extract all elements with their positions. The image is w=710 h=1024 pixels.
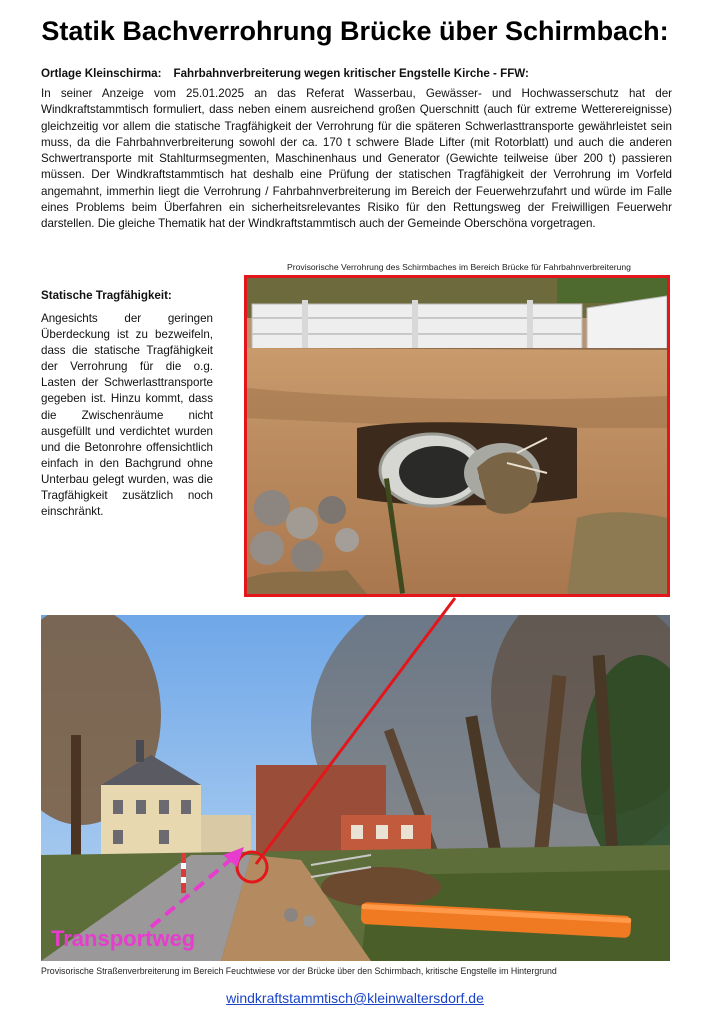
transport-route-label: Transportweg	[51, 926, 196, 951]
street-photo	[41, 615, 670, 961]
section-heading-statics: Statische Tragfähigkeit:	[41, 289, 172, 302]
email-link[interactable]: windkraftstammtisch@kleinwaltersdorf.de	[226, 990, 484, 1006]
photo-caption-bottom: Provisorische Straßenverbreiterung im Bereich Feuchtwiese vor der Brücke über den Schirmbach, kritische Engstelle im Hintergrund	[41, 966, 557, 976]
photo-caption-top: Provisorische Verrohrung des Schirmbaches im Bereich Brücke für Fahrbahnverbreiterung	[287, 262, 631, 272]
culvert-photo	[244, 275, 670, 597]
page-title: Statik Bachverrohrung Brücke über Schirmbach:	[41, 16, 669, 46]
subtitle-location: Ortlage Kleinschirma:	[41, 67, 162, 80]
section-text-statics: Angesichts der geringen Überdeckung ist zu bezweifeln, dass die statische Tragfähigkeit der Verrohrung für die o.g. Lasten der Schwerlasttransporte gegeben ist. Hinzu kommt, dass die Zwischenräume nicht ausgefüllt und verdichtet wurden und die Betonrohre offensichtlich einfach in den Bachgrund ohne Unterbau gelegt wurden, was die Tragfähigkeit zusätzlich noch einschränkt.	[41, 312, 213, 519]
subtitle-topic: Fahrbahnverbreiterung wegen kritischer Engstelle Kirche - FFW:	[173, 67, 529, 80]
subtitle	[41, 67, 681, 80]
intro-paragraph: In seiner Anzeige vom 25.01.2025 an das Referat Wasserbau, Gewässer- und Hochwasserschutz hat der Windkraftstammtisch formuliert, dass neben einem ausreichend großen Querschnitt (auch für extreme Wetterereignisse) gleichzeitig vor allem die statische Tragfähigkeit der Verrohrung für die späteren Schwerlasttransporte gewährleistet sein muss, da die Fahrbahnverbreiterung sowohl der ca. 170 t schwere Blade Lifter (mit Rotorblatt) und auch die anderen Schwertransporte mit Stahlturmsegmenten, Maschinenhaus und Generator (Gewichte teilweise über 200 t) passieren müssen. Der Windkraftstammtisch hat deshalb eine Prüfung der statischen Tragfähigkeit der Verrohrung im Vorfeld angemahnt, immerhin liegt die Verrohrung / Fahrbahnverbreiterung im Bereich der Feuerwehrzufahrt und würde im Falle eines Problems beim Überfahren ein sicherheitsrelevantes Risiko für den Rettungsweg der Freiwilligen Feuerwehr darstellen. Die gleiche Thematik hat der Windkraftstammtisch auch der Gemeinde Oberschöna vorgetragen.	[41, 87, 672, 231]
